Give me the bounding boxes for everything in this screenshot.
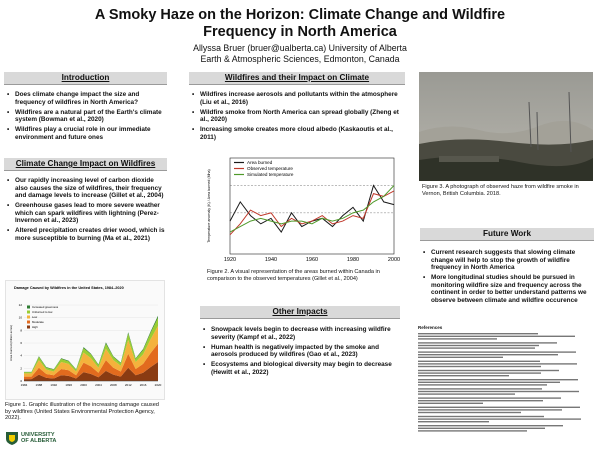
- reference-text-line: [418, 403, 483, 404]
- reference-text-line: [418, 393, 515, 394]
- reference-text-line: [418, 351, 576, 352]
- chart-1-ytick: 2: [20, 366, 22, 371]
- poster-title: [0, 7, 600, 41]
- poster-title-line1: A Smoky Haze on the Horizon: Climate Change and Wildfire: [94, 7, 506, 23]
- chart-1-legend-label: Unburned to low: [32, 310, 53, 314]
- chart-2-xtick: 1940: [264, 257, 278, 263]
- chart-2-line-series: [230, 185, 394, 232]
- reference-text-line: [418, 412, 521, 413]
- introduction-section: [4, 72, 167, 144]
- chart-1-xtick: 1996: [65, 383, 73, 387]
- chart-1-legend-swatch: [27, 316, 30, 319]
- reference-text-line: [418, 418, 581, 419]
- figure-3-caption: Figure 3. A photograph of observed haze from wildfire smoke in Vernon, British Columbia. 2018.: [422, 184, 579, 197]
- author-line: Allyssa Bruer (bruer@ualberta.ca) University of Alberta: [193, 43, 407, 53]
- reference-text-line: [418, 354, 558, 355]
- references-section: [418, 325, 596, 445]
- reference-text-line: [418, 382, 560, 383]
- chart-2-xtick: 1920: [223, 257, 237, 263]
- reference-text-line: [418, 336, 575, 337]
- chart-1-xtick: 1984: [20, 383, 28, 387]
- haze-photo-image: [419, 72, 593, 181]
- chart-1-ytick: 0: [20, 379, 22, 383]
- chart-1-title: Damage Caused by Wildfires in the United States, 1984–2020: [14, 286, 124, 290]
- other-impacts-section: [200, 306, 400, 379]
- reference-text-line: [418, 428, 545, 429]
- reference-text-line: [418, 425, 563, 426]
- chart-1-legend-swatch: [27, 306, 30, 309]
- university-wordmark-line2: OF ALBERTA: [21, 438, 57, 444]
- reference-text-line: [418, 397, 561, 398]
- references-body: [418, 331, 596, 442]
- figure-1-chart: [5, 280, 165, 400]
- chart-1-xtick: 1988: [35, 383, 43, 387]
- university-wordmark-line1: UNIVERSITY: [21, 432, 55, 438]
- atmosphere-bullet: • Increasing smoke creates more cloud albedo (Kaskaoutis et al., 2011): [200, 126, 405, 141]
- intro-bullet: • Does climate change impact the size and frequency of wildfires in North America?: [15, 91, 167, 106]
- chart-1-ylabel: Area burned (million acres): [9, 324, 13, 362]
- reference-text-line: [418, 375, 509, 376]
- reference-text-line: [418, 384, 547, 385]
- reference-text-line: [418, 416, 544, 417]
- reference-text-line: [418, 338, 497, 339]
- reference-text-line: [418, 370, 559, 371]
- other-bullet: • Ecosystems and biological diversity may begin to decrease (Hewitt et al., 2022): [211, 361, 400, 376]
- other-bullet: • Snowpack levels begin to decrease with increasing wildfire severity (Kampf et al., 2022): [211, 326, 400, 341]
- other-impacts-bullets: [200, 326, 400, 376]
- reference-text-line: [418, 357, 503, 358]
- reference-text-line: [418, 391, 579, 392]
- reference-text-line: [418, 379, 578, 380]
- chart-2-xtick: 1960: [305, 257, 319, 263]
- impact-bullet: • Altered precipitation creates drier wood, which is more susceptible to burning (Ma et al., 2021): [15, 227, 167, 242]
- atmosphere-heading: Wildfires and their Impact on Climate: [189, 72, 405, 85]
- chart-1-xtick: 2000: [80, 383, 87, 387]
- other-bullet: • Human health is negatively impacted by the smoke and aerosols produced by wildfires (Gao et al., 2023): [211, 344, 400, 359]
- chart-1-xtick: 2016: [139, 383, 147, 387]
- impact-bullet: • Greenhouse gases lead to more severe weather which can spark wildfires with lightning (Perez-Invernon et al., 2023): [15, 202, 167, 225]
- other-impacts-heading: Other Impacts: [200, 306, 400, 319]
- chart-1-ytick: 8: [20, 328, 22, 333]
- reference-text-line: [418, 347, 535, 348]
- reference-text-line: [418, 430, 527, 431]
- chart-2-legend-label: Simulated temperature: [247, 172, 294, 177]
- reference-text-line: [418, 333, 538, 334]
- reference-text-line: [418, 388, 542, 389]
- chart-1-xtick: 1992: [50, 383, 58, 387]
- chart-1-legend-swatch: [27, 326, 30, 329]
- chart-1-legend-swatch: [27, 311, 30, 314]
- chart-1-legend-label: Increased greenness: [32, 305, 59, 309]
- chart-1-xtick: 2004: [95, 383, 102, 387]
- impact-heading: Climate Change Impact on Wildfires: [4, 158, 167, 171]
- future-work-heading: Future Work: [420, 228, 594, 241]
- poster-title-line2: Frequency in North America: [203, 24, 397, 40]
- university-wordmark: [21, 432, 56, 444]
- introduction-heading: Introduction: [4, 72, 167, 85]
- reference-text-line: [418, 400, 543, 401]
- atmosphere-bullets: [189, 91, 405, 141]
- chart-1-xtick: 2012: [124, 383, 132, 387]
- future-bullet: • Current research suggests that slowing climate change will help to stop the growth of wildfire frequency in North America: [431, 249, 594, 272]
- future-work-bullets: [420, 249, 594, 305]
- figure-3-photo: [419, 72, 593, 181]
- reference-text-line: [418, 342, 557, 343]
- chart-1-ytick: 4: [20, 353, 22, 358]
- chart-2-legend-label: Observed temperature: [247, 166, 293, 171]
- impact-bullets: [4, 177, 167, 243]
- chart-1-legend-label: Low: [32, 315, 38, 319]
- author-block: [0, 43, 600, 65]
- atmosphere-bullet: • Wildfire smoke from North America can spread globally (Zheng et al., 2020): [200, 109, 405, 124]
- chart-1-ytick: 12: [18, 303, 22, 307]
- reference-text-line: [418, 361, 540, 362]
- chart-1-ytick: 10: [18, 315, 22, 320]
- university-crest-icon: [5, 431, 19, 445]
- figure-2-caption: Figure 2. A visual representation of the areas burned within Canada in comparison to the observed temperatures (Gillet et al., 2004): [207, 269, 380, 282]
- reference-text-line: [418, 363, 577, 364]
- future-bullet: • More longitudinal studies should be pursued in monitoring wildfire size and frequency across the continent in order to better understand patterns we observe between climate and wildfire occurence: [431, 274, 594, 304]
- chart-1-legend-label: High: [32, 325, 38, 329]
- chart-2-legend-label: Area burned: [247, 160, 273, 165]
- chart-2-xtick: 2000: [387, 257, 400, 263]
- future-work-section: [420, 228, 594, 307]
- chart-1-ytick: 6: [20, 341, 22, 345]
- chart-2-line-series: [230, 185, 394, 232]
- impact-section: [4, 158, 167, 245]
- chart-1-legend-label: Moderate: [32, 320, 44, 324]
- reference-text-line: [418, 372, 541, 373]
- reference-text-line: [418, 345, 539, 346]
- intro-bullet: • Wildfires play a crucial role in our immediate environment and future ones: [15, 126, 167, 141]
- atmosphere-bullet: • Wildfires increase aerosols and pollutants within the atmosphere (Liu et al., 2016): [200, 91, 405, 106]
- impact-bullet: • Our rapidly increasing level of carbon dioxide also causes the size of wildfires, their frequency and damage levels to increase (Gillet et al., 2004): [15, 177, 167, 200]
- chart-1-xtick: 2020: [154, 383, 162, 387]
- chart-2-ylabel: Temperature anomaly (K) / Area burned (Mha): [207, 169, 211, 243]
- reference-text-line: [418, 421, 489, 422]
- intro-bullet: • Wildfires are a natural part of the Earth's climate system (Bowman et al., 2020): [15, 109, 167, 124]
- chart-1-xtick: 2008: [109, 383, 117, 387]
- atmosphere-section: [189, 72, 405, 144]
- references-text-block: [418, 331, 596, 441]
- figure-2-svg: [200, 152, 400, 267]
- department-line: Earth & Atmospheric Sciences, Edmonton, Canada: [200, 54, 400, 64]
- reference-text-line: [418, 407, 580, 408]
- references-heading: References: [418, 325, 443, 330]
- figure-1-svg: [6, 281, 164, 399]
- introduction-bullets: [4, 91, 167, 141]
- figure-2-chart: [200, 152, 400, 267]
- figure-1-caption: Figure 1. Graphic illustration of the increasing damage caused by wildfires (United States Environmental Protection Agency, 2022).: [5, 402, 159, 422]
- chart-1-legend-swatch: [27, 321, 30, 324]
- reference-text-line: [418, 409, 562, 410]
- reference-text-line: [418, 366, 541, 367]
- chart-2-xtick: 1980: [346, 257, 360, 263]
